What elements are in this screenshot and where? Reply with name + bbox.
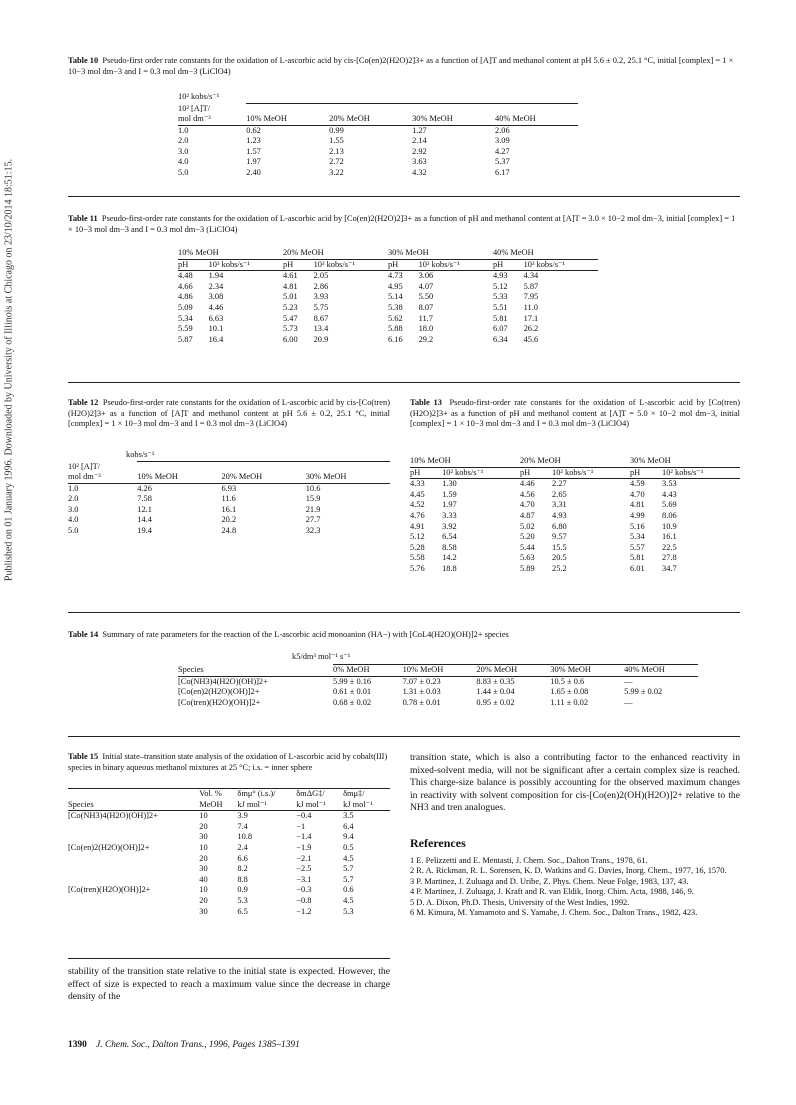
table-cell: 16.1 [221, 504, 237, 514]
table-cell: 2.65 [552, 489, 567, 499]
table-cell [68, 864, 199, 875]
table-cell: 2.4 [237, 842, 248, 852]
table-cell: 20 [199, 821, 208, 831]
table-cell: 2.14 [412, 136, 427, 146]
table-cell: 3.0 [68, 504, 79, 514]
table-cell: 1.44 ± 0.04 [476, 687, 515, 697]
table-cell: 2.0 [68, 494, 79, 504]
table-row [68, 494, 390, 505]
table-cell: 4.61 [282, 271, 298, 281]
table-cell: 5.14 [387, 292, 403, 302]
table-cell: 8.83 ± 0.35 [476, 676, 515, 686]
table-cell: 2.86 [313, 281, 329, 291]
table-row [410, 553, 740, 564]
table-cell: 5.99 ± 0.02 [624, 687, 663, 697]
table-cell: 2.13 [329, 146, 344, 156]
table-cell: [Co(NH3)4(H2O)(OH)]2+ [68, 811, 158, 821]
table-cell: 5.75 [313, 302, 329, 312]
table-cell: 7.07 ± 0.23 [402, 676, 441, 686]
table-row [410, 564, 740, 575]
table-row [68, 505, 390, 516]
table-cell: 5.12 [410, 532, 425, 542]
table-cell: 3.06 [418, 271, 434, 281]
table-cell: 5.88 [387, 324, 403, 334]
table-row [178, 314, 598, 325]
table-row [410, 500, 740, 511]
table-13-caption: Table 13 Pseudo-first-order rate constants for the oxidation of L-ascorbic acid by [Co(tren)(H2O)2]3+ as a function of pH and methanol content at [A]T = 5.0 × 10−2 mol dm−3, initial [complex] = 1 × 10−3 mol dm−3 and I = 0.3 mol dm−3 (LiClO4) [410, 398, 740, 428]
table-row [410, 522, 740, 533]
table-cell: 8.8 [237, 874, 248, 884]
table-cell: 2.34 [208, 281, 224, 291]
table-cell: 5.57 [629, 542, 645, 552]
table-cell: 4.27 [495, 146, 510, 156]
table-row [68, 907, 390, 918]
table-cell: 1.30 [442, 479, 457, 489]
table-cell: 5.81 [629, 553, 645, 563]
table-cell: — [624, 697, 633, 707]
table-cell: −0.4 [296, 811, 312, 821]
table-13: 10% MeOH 20% MeOH 30% MeOH pH 10² kobs/s⁻¹ pH 10² kobs/s⁻¹ pH 10² kobs/s⁻¹ 4.33 1.30 4.46 2.27 4.59 3.53 4.45 1.59 4.56 2.65 4.70 4.43 4.52 1.97 4.70 3.31 4.81 5.69 4.76 3.33 4.87 4.93 4.99 8.06 4.91 3.92 5.02 6.80 5.16 10.9 5.12 6.54 5.20 9.57 5.34 16.1 5.28 8.58 5.44 15.5 5.57 22.5 5.58 14.2 5.63 20.5 5.81 27.8 5.76 18.8 5.89 25.2 6.01 34.7 [410, 456, 740, 575]
table-cell: 1.97 [442, 500, 457, 510]
table-cell: 5.0 [178, 168, 189, 178]
table-cell: 5.73 [282, 324, 298, 334]
table-cell: 5.28 [410, 542, 425, 552]
table-row [68, 885, 390, 896]
table-cell: 3.33 [442, 510, 457, 520]
table-cell: 4.87 [519, 510, 535, 520]
table-cell: 32.3 [305, 526, 321, 536]
table-cell: 5.33 [492, 292, 508, 302]
table-cell: 0.61 ± 0.01 [333, 687, 372, 697]
table-cell: 10.1 [208, 324, 224, 334]
table-15: Vol. % δmμ° (i.s.)/ δmΔG‡/ δmμ‡/ Species MeOH kJ mol⁻¹ kJ mol⁻¹ kJ mol⁻¹ [Co(NH3)4(H2O)(OH)]2+ 10 3.9 −0.4 3.5 20 7.4 −1 6.4 30 10.8 −1.4 9.4 [Co(en)2(H2O)(OH)]2+ 10 2.4 −1.9 0.5 20 6.6 −2.1 4.5 30 8.2 −2.5 5.7 40 8.8 −3.1 5.7 [Co(tren)(H2O)(OH)]2+ 10 0.9 −0.3 0.6 20 5.3 −0.8 4.5 30 6.5 −1.2 5.3 [68, 788, 390, 917]
table-cell [68, 875, 199, 886]
table-cell: 13.4 [313, 324, 329, 334]
table-cell: 6.80 [552, 521, 567, 531]
table-row [68, 843, 390, 854]
table-cell: 5.51 [492, 302, 508, 312]
table-cell [68, 896, 199, 907]
table-row [68, 832, 390, 843]
table-cell: −2.1 [296, 853, 312, 863]
table-cell: 5.20 [519, 532, 535, 542]
table-row [178, 303, 598, 314]
table-cell: 6.63 [208, 313, 224, 323]
table-cell: 1.0 [178, 125, 189, 135]
table-cell: 5.12 [492, 281, 508, 291]
table-cell: 4.45 [410, 489, 425, 499]
table-cell: 4.81 [629, 500, 645, 510]
table-cell: 8.67 [313, 313, 329, 323]
table-cell: 40 [199, 874, 208, 884]
table-cell: 11.6 [221, 494, 236, 504]
table-cell: 25.2 [552, 563, 567, 573]
table-cell: 4.46 [208, 302, 224, 312]
table-cell: 7.95 [523, 292, 539, 302]
table-cell: [Co(tren)(H2O)(OH)]2+ [68, 885, 151, 895]
table-cell: 3.08 [208, 292, 224, 302]
table-row [410, 490, 740, 501]
table-cell: 2.40 [246, 168, 261, 178]
table-row [178, 168, 578, 179]
table-row [68, 896, 390, 907]
table-cell: 5.3 [237, 895, 248, 905]
table-cell: 27.7 [305, 515, 321, 525]
table-row [410, 543, 740, 554]
table-cell: 4.0 [68, 515, 79, 525]
table-cell: 12.1 [137, 504, 152, 514]
table-cell [68, 854, 199, 865]
table-11: 10% MeOH 20% MeOH 30% MeOH 40% MeOH pH 10³ kobs/s⁻¹ pH 10³ kobs/s⁻¹ pH 10³ kobs/s⁻¹ pH 10³ kobs/s⁻¹ 4.48 1.94 4.61 2.05 4.73 3.06 4.93 4.34 4.66 2.34 4.81 2.86 4.95 4.07 5.12 5.87 4.86 3.08 5.01 3.93 5.14 5.50 5.33 7.95 5.09 4.46 5.23 5.75 5.38 8.07 5.51 11.0 5.34 6.63 5.47 8.67 5.62 11.7 5.81 17.1 5.59 10.1 5.73 13.4 5.88 18.0 6.07 26.2 5.87 16.4 6.00 20.9 6.16 29.2 6.34 45.6 [178, 248, 598, 345]
table-cell: [Co(NH3)4(H2O)(OH)]2+ [178, 676, 268, 686]
table-row [178, 292, 598, 303]
table-cell: 5.50 [418, 292, 434, 302]
table-cell: 20.5 [552, 553, 567, 563]
table-cell: 1.94 [208, 271, 224, 281]
table-cell: 5.34 [629, 532, 645, 542]
table-cell [68, 832, 199, 843]
table-cell: 5.16 [629, 521, 645, 531]
table-cell: 20.2 [221, 515, 237, 525]
table-cell: — [624, 676, 633, 686]
table-cell: 29.2 [418, 334, 434, 344]
table-cell: −1.4 [296, 832, 312, 842]
table-cell: 20 [199, 895, 208, 905]
table-cell: 5.59 [178, 324, 193, 334]
table-cell: 5.38 [387, 302, 403, 312]
table-cell: 4.86 [178, 292, 193, 302]
table-row [410, 511, 740, 522]
table-cell: [Co(tren)(H2O)(OH)]2+ [178, 697, 261, 707]
table-row [68, 526, 390, 537]
table-cell: 10 [199, 842, 208, 852]
table-cell: 7.4 [237, 821, 248, 831]
table-cell: 5.89 [519, 563, 535, 573]
table-10-unit: 10² kobs/s⁻¹ [178, 92, 220, 101]
reference-item: 3 P. Martinez, J. Zuluaga and D. Uribe, Z. Phys. Chem. Neue Folge, 1983, 137, 43. [410, 876, 689, 886]
table-cell: 10 [199, 885, 208, 895]
table-cell: 4.93 [552, 510, 567, 520]
table-cell: 0.5 [343, 842, 354, 852]
table-cell: 1.65 ± 0.08 [550, 687, 589, 697]
table-row [178, 698, 698, 709]
table-cell: 1.0 [68, 483, 79, 493]
table-cell: 24.8 [221, 526, 237, 536]
table-cell: 5.58 [410, 553, 425, 563]
table-cell: 3.93 [313, 292, 329, 302]
table-cell: 5.37 [495, 157, 510, 167]
table-row [68, 822, 390, 833]
reference-item: 2 R. A. Rickman, R. L. Sorensen, K. D. Watkins and G. Davies, Inorg. Chem., 1977, 16, 1570. [410, 866, 727, 876]
table-cell: 4.32 [412, 168, 427, 178]
table-cell: 15.5 [552, 542, 567, 552]
table-cell: 0.6 [343, 885, 354, 895]
table-cell: 4.95 [387, 281, 403, 291]
table-row [178, 324, 598, 335]
references-list [410, 856, 740, 918]
table-cell: 3.31 [552, 500, 567, 510]
table-cell: 5.47 [282, 313, 298, 323]
table-cell: 2.0 [178, 136, 189, 146]
table-cell: 4.70 [519, 500, 535, 510]
table-cell: 6.6 [237, 853, 248, 863]
table-cell: 30 [199, 864, 208, 874]
table-cell: 3.9 [237, 811, 248, 821]
table-cell: 4.07 [418, 281, 434, 291]
table-cell: 34.7 [662, 563, 677, 573]
table-cell: 8.2 [237, 864, 248, 874]
references-heading: References [410, 836, 466, 850]
table-12: 10² [A]T/ mol dm⁻³ 10% MeOH 20% MeOH 30% MeOH 1.0 4.26 6.93 10.6 2.0 7.58 11.6 15.9 3.0 12.1 16.1 21.9 4.0 14.4 20.2 27.7 5.0 19.4 24.8 32.3 [68, 461, 390, 537]
table-cell: 4.73 [387, 271, 403, 281]
table-cell: 5.87 [523, 281, 539, 291]
table-cell: −1.9 [296, 842, 312, 852]
table-row [68, 515, 390, 526]
table-cell: 6.16 [387, 334, 403, 344]
table-cell: 4.33 [410, 479, 425, 489]
body-text-right: transition state, which is also a contributing factor to the enhanced reactivity in mixed-solvent media, will not be significant after a certain complex size is reached. This charge-size balance is possibly accounting for the observed maximum changes in reactivity with solvent composition for cis-[Co(en)2(OH)(H2O)]2+ relative to the NH3 and tren analogues. [410, 752, 740, 814]
table-row [68, 811, 390, 822]
table-cell: 6.54 [442, 532, 457, 542]
table-cell: 16.1 [662, 532, 677, 542]
table-cell: −1.2 [296, 906, 312, 916]
table-cell: 6.17 [495, 168, 510, 178]
table-cell: 11.7 [418, 313, 433, 323]
table-cell [68, 907, 199, 918]
table-cell: 1.55 [329, 136, 344, 146]
table-cell: 1.31 ± 0.03 [402, 687, 441, 697]
table-cell: −0.3 [296, 885, 312, 895]
table-cell: 5.7 [343, 874, 354, 884]
table-cell: 1.23 [246, 136, 261, 146]
table-cell: 1.59 [442, 489, 457, 499]
table-row [178, 687, 698, 698]
table-cell: 5.01 [282, 292, 298, 302]
table-cell: 4.59 [629, 479, 645, 489]
table-cell: 5.62 [387, 313, 403, 323]
table-cell: 0.78 ± 0.01 [402, 697, 441, 707]
table-cell: 4.34 [523, 271, 539, 281]
table-cell: 0.68 ± 0.02 [333, 697, 372, 707]
table-cell: 2.27 [552, 479, 567, 489]
table-cell: 4.26 [137, 483, 152, 493]
table-cell [68, 822, 199, 833]
table-14-caption: Table 14 Summary of rate parameters for the reaction of the L-ascorbic acid monoanion (HA−) with [CoL4(H2O)(OH)]2+ species [68, 630, 509, 639]
table-cell: 1.57 [246, 146, 261, 156]
table-cell: 11.0 [523, 302, 538, 312]
table-cell: 0.62 [246, 125, 261, 135]
table-cell: 4.56 [519, 489, 535, 499]
table-cell: 2.92 [412, 146, 427, 156]
table-cell: 6.93 [221, 483, 237, 493]
table-row [178, 147, 578, 158]
table-15-caption: Table 15 Initial state–transition state analysis of the oxidation of L-ascorbic acid by cobalt(III) species in binary aqueous methanol mixtures at 25 °C; i.s. = inner sphere [68, 752, 388, 772]
table-row [178, 271, 598, 282]
journal-citation: J. Chem. Soc., Dalton Trans., 1996, Pages 1385–1391 [96, 1040, 300, 1050]
table-row [178, 125, 578, 136]
table-cell: 3.5 [343, 811, 354, 821]
table-cell: 4.52 [410, 500, 425, 510]
table-11-caption: Table 11 Pseudo-first-order rate constants for the oxidation of L-ascorbic acid by [Co(en)2(H2O)2]3+ as a function of pH and methanol content at [A]T = 3.0 × 10−2 mol dm−3, initial [complex] = 1 × 10−3 mol dm−3 and I = 0.3 mol dm−3 (LiClO4) [68, 214, 736, 234]
table-cell: 4.70 [629, 489, 645, 499]
table-cell: [Co(en)2(H2O)(OH)]2+ [68, 842, 150, 852]
table-cell: 5.7 [343, 864, 354, 874]
body-text-left: stability of the transition state relative to the initial state is expected. However, the effect of size is expected to reach a maximum value since the decrease in charge density of the [68, 966, 390, 1003]
table-cell: −0.8 [296, 895, 312, 905]
table-cell: 5.0 [68, 526, 79, 536]
table-cell: 4.5 [343, 853, 354, 863]
table-10: 10² [A]T/ mol dm⁻³ 10% MeOH 20% MeOH 30% MeOH 40% MeOH 1.0 0.62 0.99 1.27 2.06 2.0 1.23 1.55 2.14 3.09 3.0 1.57 2.13 2.92 4.27 4.0 1.97 2.72 3.63 5.37 5.0 2.40 3.22 4.32 6.17 [178, 103, 578, 179]
table-cell: 1.11 ± 0.02 [550, 697, 589, 707]
table-cell: 3.63 [412, 157, 427, 167]
table-cell: 3.53 [662, 479, 677, 489]
table-cell: −1 [296, 821, 306, 831]
table-cell: 2.72 [329, 157, 344, 167]
table-cell: 4.91 [410, 521, 425, 531]
table-cell: 3.0 [178, 146, 189, 156]
table-cell: 7.58 [137, 494, 152, 504]
table-14-unit: k5/dm³ mol⁻¹ s⁻¹ [292, 652, 351, 661]
table-cell: 19.4 [137, 526, 152, 536]
table-row [178, 157, 578, 168]
table-cell: 8.07 [418, 302, 434, 312]
table-cell: 27.8 [662, 553, 677, 563]
table-cell: 20.9 [313, 334, 329, 344]
table-cell: 0.95 ± 0.02 [476, 697, 515, 707]
table-cell: 4.76 [410, 510, 425, 520]
table-cell: 1.97 [246, 157, 261, 167]
table-cell: 4.0 [178, 157, 189, 167]
table-cell: 6.00 [282, 334, 298, 344]
table-cell: 0.9 [237, 885, 248, 895]
table-cell: 8.06 [662, 510, 677, 520]
table-cell: 5.02 [519, 521, 535, 531]
table-cell: 5.81 [492, 313, 508, 323]
table-12-unit: kobs/s⁻¹ [126, 450, 155, 459]
table-cell: 5.87 [178, 334, 193, 344]
table-cell: 5.3 [343, 906, 354, 916]
table-12-caption: Table 12 Pseudo-first-order rate constants for the oxidation of L-ascorbic acid by cis-[Co(tren)(H2O)2]3+ as a function of [A]T and methanol content at pH 5.6 ± 0.2, 25.1 °C, initial [complex] = 1 × 10−3 mol dm−3 and I = 0.3 mol dm−3 (LiClO4) [68, 398, 390, 428]
table-cell: 18.8 [442, 563, 457, 573]
table-cell: 2.05 [313, 271, 329, 281]
table-cell: 6.07 [492, 324, 508, 334]
table-cell: 6.5 [237, 906, 248, 916]
table-cell: 8.58 [442, 542, 457, 552]
table-row [68, 483, 390, 494]
table-row [178, 136, 578, 147]
table-cell: [Co(en)2(H2O)(OH)]2+ [178, 687, 260, 697]
table-cell: 18.0 [418, 324, 434, 334]
table-cell: 9.57 [552, 532, 567, 542]
table-cell: 4.66 [178, 281, 193, 291]
table-cell: 4.46 [519, 479, 535, 489]
table-row [178, 282, 598, 293]
table-cell: 10.9 [662, 521, 677, 531]
table-cell: 6.34 [492, 334, 508, 344]
table-cell: 4.81 [282, 281, 298, 291]
table-cell: 5.63 [519, 553, 535, 563]
table-cell: 6.4 [343, 821, 354, 831]
table-cell: 3.22 [329, 168, 344, 178]
reference-item: 5 D. A. Dixon, Ph.D. Thesis, University of the West Indies, 1992. [410, 897, 630, 907]
download-notice-sidebar: Published on 01 January 1996. Downloaded by University of Illinois at Chicago on 23/10/2014 18:51:15. [3, 158, 15, 582]
table-cell: 30 [199, 906, 208, 916]
table-cell: 1.27 [412, 125, 427, 135]
table-row [68, 864, 390, 875]
table-cell: 5.23 [282, 302, 298, 312]
reference-item: 4 P. Martinez, J. Zuluaga, J. Kraft and R. van Eldik, Inorg. Chim. Acta, 1988, 146, 9. [410, 887, 694, 897]
table-cell: 6.01 [629, 563, 645, 573]
table-cell: 14.2 [442, 553, 457, 563]
table-cell: 22.5 [662, 542, 677, 552]
page-number: 1390 [68, 1040, 87, 1050]
table-cell: 10.6 [305, 483, 321, 493]
table-cell: 15.9 [305, 494, 321, 504]
table-cell: 5.09 [178, 302, 193, 312]
table-row [68, 875, 390, 886]
table-cell: 20 [199, 853, 208, 863]
table-cell: 10.5 ± 0.6 [550, 676, 585, 686]
table-cell: 2.06 [495, 125, 510, 135]
table-14: Species 0% MeOH 10% MeOH 20% MeOH 30% MeOH 40% MeOH [Co(NH3)4(H2O)(OH)]2+ 5.99 ± 0.16 7.07 ± 0.23 8.83 ± 0.35 10.5 ± 0.6 — [Co(en)2(H2O)(OH)]2+ 0.61 ± 0.01 1.31 ± 0.03 1.44 ± 0.04 1.65 ± 0.08 5.99 ± 0.02 [Co(tren)(H2O)(OH)]2+ 0.68 ± 0.02 0.78 ± 0.01 0.95 ± 0.02 1.11 ± 0.02 — [178, 664, 698, 708]
reference-item: 1 E. Pelizzetti and E. Mentasti, J. Chem. Soc., Dalton Trans., 1978, 61. [410, 856, 648, 865]
table-10-caption: Table 10 Pseudo-first order rate constants for the oxidation of L-ascorbic acid by cis-[Co(en)2(H2O)2]3+ as a function of [A]T and methanol content at pH 5.6 ± 0.2, 25.1 °C, initial [complex] = 1 × 10−3 mol dm−3 and I = 0.3 mol dm−3 (LiClO4) [68, 56, 734, 76]
table-cell: 16.4 [208, 334, 224, 344]
table-cell: 4.93 [492, 271, 508, 281]
table-cell: 10.8 [237, 832, 253, 842]
table-cell: 5.76 [410, 563, 425, 573]
table-cell: 45.6 [523, 334, 539, 344]
table-cell: 3.92 [442, 521, 457, 531]
footer [68, 1040, 300, 1050]
reference-item: 6 M. Kimura, M. Yamamoto and S. Yamabe, J. Chem. Soc., Dalton Trans., 1982, 423. [410, 908, 698, 918]
table-cell: 21.9 [305, 504, 321, 514]
table-cell: 26.2 [523, 324, 539, 334]
table-cell: 4.99 [629, 510, 645, 520]
table-cell: 10 [199, 811, 208, 821]
table-cell: 17.1 [523, 313, 539, 323]
table-row [410, 479, 740, 490]
table-cell: 30 [199, 832, 208, 842]
table-cell: 5.69 [662, 500, 677, 510]
table-row [410, 532, 740, 543]
table-cell: 5.34 [178, 313, 193, 323]
table-cell: −2.5 [296, 864, 312, 874]
table-cell: 4.5 [343, 895, 354, 905]
table-cell: 14.4 [137, 515, 152, 525]
table-row [178, 676, 698, 687]
table-cell: 3.09 [495, 136, 510, 146]
table-cell: 5.99 ± 0.16 [333, 676, 372, 686]
table-row [178, 335, 598, 346]
table-cell: 4.48 [178, 271, 193, 281]
table-cell: 9.4 [343, 832, 354, 842]
table-cell: 0.99 [329, 125, 344, 135]
table-cell: 4.43 [662, 489, 677, 499]
table-cell: 5.44 [519, 542, 535, 552]
table-cell: −3.1 [296, 874, 312, 884]
table-row [68, 854, 390, 865]
